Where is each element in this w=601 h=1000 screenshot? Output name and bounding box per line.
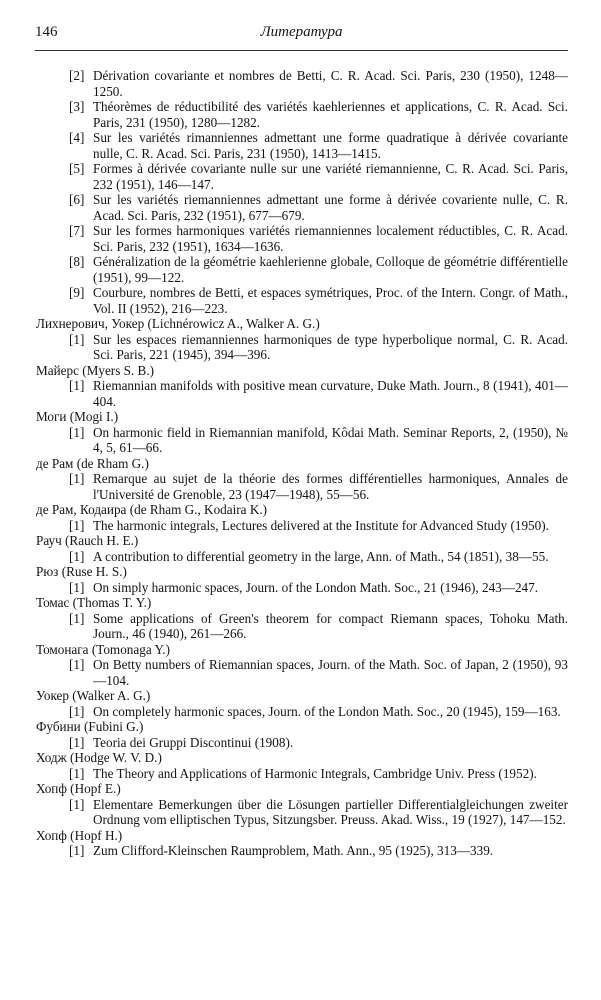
reference-entry [36, 704, 568, 720]
reference-text: Sur les formes harmoniques variétés riemanniennes localement réductibles, C. R. Acad. Sci. Paris, 232 (1951), 1634—1636. [93, 223, 568, 254]
reference-number: [9] [69, 285, 85, 300]
author-group [36, 456, 568, 503]
reference-number: [1] [69, 734, 85, 750]
author-group [36, 502, 568, 533]
reference-number: [1] [69, 378, 85, 393]
reference-text: Teoria dei Gruppi Discontinui (1908). [93, 734, 294, 750]
reference-entry [36, 332, 568, 363]
reference-entry [36, 518, 568, 534]
author-group [36, 564, 568, 595]
author-group [36, 363, 568, 410]
reference-entry [36, 735, 568, 751]
reference-entry [36, 657, 568, 688]
reference-number: [3] [69, 99, 85, 114]
reference-number: [1] [69, 610, 85, 626]
page-header [35, 24, 568, 51]
reference-text: Some applications of Green's theorem for compact Riemann spaces, Tohoku Math. Journ., 46 (1940), 261—266. [93, 610, 568, 641]
reference-entry [36, 99, 568, 130]
author-heading: Рауч (Rauch H. E.) [36, 533, 139, 548]
author-group [36, 828, 568, 859]
running-title: Литература [260, 24, 343, 40]
reference-number: [7] [69, 223, 85, 238]
bibliography-list [36, 68, 568, 859]
reference-text: Zum Clifford-Kleinschen Raumproblem, Math. Ann., 95 (1925), 313—339. [93, 843, 494, 858]
reference-number: [1] [69, 657, 85, 672]
reference-text: Théorèmes de réductibilité des variétés kaehleriennes et applications, C. R. Acad. Sci. Paris, 231 (1950), 1280—1282. [93, 99, 568, 130]
author-heading: Томонага (Tomonaga Y.) [36, 641, 170, 657]
reference-entry [36, 766, 568, 782]
reference-entry [36, 68, 568, 99]
author-heading: Уокер (Walker A. G.) [36, 688, 151, 703]
reference-text: Elementare Bemerkungen über die Lösungen partieller Differentialgleichungen zweiter Ordnung vom elliptischen Typus, Sitzungsber. Preuss. Akad. Wiss., 19 (1927), 147—152. [93, 796, 568, 827]
reference-text: On harmonic field in Riemannian manifold, Kôdai Math. Seminar Reports, 2, (1950), № 4, 5, 61—66. [93, 424, 568, 455]
author-group [36, 781, 568, 828]
reference-entry [36, 425, 568, 456]
author-group [36, 688, 568, 719]
reference-entry [36, 223, 568, 254]
author-heading: Ходж (Hodge W. V. D.) [36, 750, 162, 765]
page-number: 146 [35, 24, 58, 40]
reference-number: [6] [69, 192, 85, 207]
reference-number: [8] [69, 254, 85, 269]
reference-number: [1] [69, 703, 85, 719]
author-group [36, 409, 568, 456]
reference-entry [36, 285, 568, 316]
author-heading: Хопф (Hopf E.) [36, 781, 121, 796]
reference-number: [1] [69, 843, 85, 858]
reference-text: Généralization de la géométrie kaehlerienne globale, Colloque de géométrie différentielle (1951), 99—122. [93, 254, 568, 285]
author-group [36, 68, 568, 316]
reference-number: [5] [69, 161, 85, 176]
reference-number: [1] [69, 796, 85, 812]
reference-entry [36, 611, 568, 642]
reference-text: Sur les variétés rimanniennes admettant une forme quadratique à dérivée covariante nulle, C. R. Acad. Sci. Paris, 231 (1950), 1413—1415. [93, 130, 568, 161]
reference-text: Courbure, nombres de Betti, et espaces symétriques, Proc. of the Intern. Congr. of Math., Vol. II (1952), 216—223. [93, 285, 568, 316]
reference-number: [1] [69, 548, 85, 564]
author-heading: де Рам, Кодаира (de Rham G., Kodaira K.) [36, 502, 268, 517]
reference-text: Sur les variétés riemanniennes admettant une forme à dérivée covariente nulle, C. R. Acad. Sci. Paris, 232 (1951), 677—679. [93, 192, 568, 223]
reference-text: Sur les espaces riemanniennes harmoniques de type hyperbolique normal, C. R. Acad. Sci. Paris, 221 (1945), 394—396. [93, 331, 568, 362]
reference-entry [36, 161, 568, 192]
reference-entry [36, 797, 568, 828]
author-group [36, 595, 568, 642]
reference-number: [1] [69, 471, 85, 486]
author-group [36, 642, 568, 689]
reference-entry [36, 254, 568, 285]
author-heading: де Рам (de Rham G.) [36, 455, 149, 471]
reference-entry [36, 192, 568, 223]
reference-entry [36, 130, 568, 161]
reference-number: [1] [69, 765, 85, 781]
author-heading: Рюз (Ruse H. S.) [36, 564, 127, 579]
author-group [36, 750, 568, 781]
reference-text: Remarque au sujet de la théorie des formes différentielles harmoniques, Annales de l'Université de Grenoble, 23 (1947—1948), 55—56. [93, 471, 568, 502]
reference-text: Dérivation covariante et nombres de Betti, C. R. Acad. Sci. Paris, 230 (1950), 1248—1250. [93, 68, 568, 99]
reference-text: On completely harmonic spaces, Journ. of the London Math. Soc., 20 (1945), 159—163. [93, 703, 561, 719]
reference-number: [1] [69, 517, 85, 533]
author-heading: Томас (Thomas T. Y.) [36, 595, 152, 610]
reference-number: [4] [69, 130, 85, 145]
reference-entry [36, 843, 568, 859]
reference-number: [2] [69, 68, 85, 83]
reference-text: On simply harmonic spaces, Journ. of the London Math. Soc., 21 (1946), 243—247. [93, 579, 539, 595]
reference-text: The Theory and Applications of Harmonic Integrals, Cambridge Univ. Press (1952). [93, 765, 537, 781]
reference-text: A contribution to differential geometry in the large, Ann. of Math., 54 (1851), 38—55. [93, 548, 549, 564]
reference-text: Formes à dérivée covariante nulle sur une variété riemannienne, C. R. Acad. Sci. Paris, 232 (1951), 146—147. [93, 161, 568, 192]
author-heading: Фубини (Fubini G.) [36, 719, 144, 734]
reference-number: [1] [69, 424, 85, 440]
author-group [36, 533, 568, 564]
author-heading: Лихнерович, Уокер (Lichnérowicz A., Walker A. G.) [36, 316, 320, 331]
author-group [36, 719, 568, 750]
author-heading: Моги (Mogi I.) [36, 409, 119, 424]
author-heading: Майерс (Myers S. B.) [36, 362, 155, 378]
reference-entry [36, 549, 568, 565]
reference-text: Riemannian manifolds with positive mean curvature, Duke Math. Journ., 8 (1941), 401—404. [93, 378, 568, 409]
author-heading: Хопф (Hopf H.) [36, 827, 123, 843]
reference-text: The harmonic integrals, Lectures delivered at the Institute for Advanced Study (1950). [93, 517, 549, 533]
reference-entry [36, 378, 568, 409]
author-group [36, 316, 568, 363]
reference-entry [36, 580, 568, 596]
reference-number: [1] [69, 579, 85, 595]
reference-entry [36, 471, 568, 502]
reference-text: On Betty numbers of Riemannian spaces, Journ. of the Math. Soc. of Japan, 2 (1950), 93—104. [93, 657, 568, 688]
reference-number: [1] [69, 331, 85, 347]
